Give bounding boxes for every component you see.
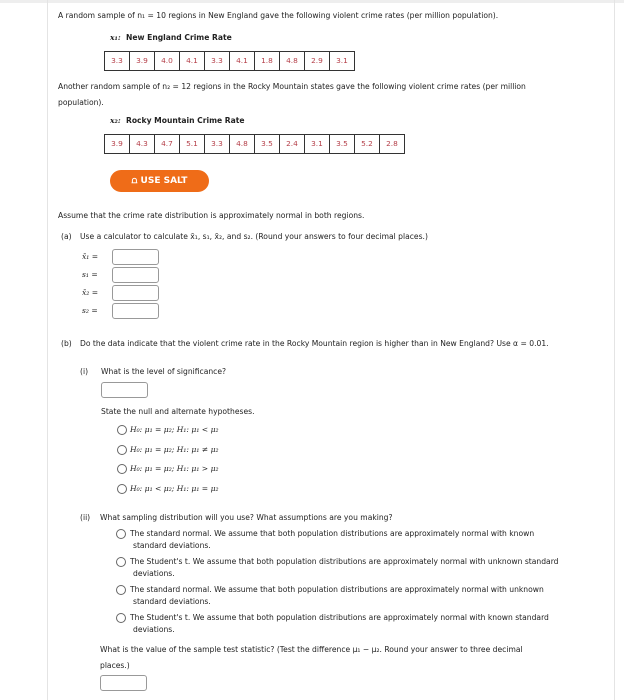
part-a-label: (a) bbox=[61, 232, 72, 241]
top-border bbox=[0, 0, 624, 3]
hypothesis-option-label: H₀: μ₁ = μ₂; H₁: μ₁ > μ₂ bbox=[130, 464, 219, 473]
distribution-option-line1: The Student's t. We assume that both population distributions are approximately normal with known standard bbox=[130, 613, 549, 622]
hypothesis-option-label: H₀: μ₁ < μ₂; H₁: μ₁ = μ₂ bbox=[130, 484, 219, 493]
table-cell: 4.1 bbox=[180, 52, 205, 70]
s1-input[interactable] bbox=[112, 267, 159, 283]
s2-label: s₂ = bbox=[82, 306, 98, 315]
table2-var: x₂: bbox=[110, 116, 121, 125]
table1-label: New England Crime Rate bbox=[125, 33, 232, 42]
table1-var: x₁: bbox=[110, 33, 121, 42]
part-a-text: Use a calculator to calculate x̄₁, s₁, x̄₂, and s₂. (Round your answers to four decimal places.) bbox=[80, 232, 428, 241]
test-statistic-input[interactable] bbox=[100, 675, 147, 691]
use-salt-label: USE SALT bbox=[140, 176, 188, 186]
xbar1-input[interactable] bbox=[112, 249, 159, 265]
hypothesis-radio[interactable] bbox=[117, 445, 127, 455]
part-i-text: What is the level of significance? bbox=[101, 367, 227, 376]
test-statistic-prompt-2: places.) bbox=[100, 661, 130, 670]
table-cell: 4.1 bbox=[230, 52, 255, 70]
table-cell: 2.4 bbox=[280, 135, 305, 153]
distribution-option-line2: standard deviations. bbox=[133, 541, 211, 550]
hypothesis-option-label: H₀: μ₁ = μ₂; H₁: μ₁ ≠ μ₂ bbox=[130, 445, 219, 454]
table-cell: 4.8 bbox=[230, 135, 255, 153]
table-cell: 3.1 bbox=[336, 56, 348, 65]
table1-title bbox=[110, 33, 232, 42]
table-cell: 4.8 bbox=[280, 52, 305, 70]
table-cell: 3.9 bbox=[105, 135, 130, 153]
table-cell: 4.0 bbox=[155, 52, 180, 70]
table2-title bbox=[110, 116, 245, 125]
hypothesis-option-label: H₀: μ₁ = μ₂; H₁: μ₁ < μ₂ bbox=[130, 425, 219, 434]
table-cell: 3.3 bbox=[205, 135, 230, 153]
significance-input[interactable] bbox=[101, 382, 148, 398]
table2-label: Rocky Mountain Crime Rate bbox=[125, 116, 245, 125]
salt-icon: ⩍ bbox=[131, 176, 141, 186]
table-cell: 3.1 bbox=[305, 135, 330, 153]
part-ii-label: (ii) bbox=[80, 513, 91, 522]
table-cell: 3.3 bbox=[105, 52, 130, 70]
hypothesis-radio[interactable] bbox=[117, 484, 127, 494]
intro-text-1: A random sample of n₁ = 10 regions in New England gave the following violent crime rates (per million population). bbox=[58, 11, 499, 20]
table-cell: 3.5 bbox=[255, 135, 280, 153]
intro-text-2: Another random sample of n₂ = 12 regions in the Rocky Mountain states gave the following violent crime rates (per million bbox=[58, 82, 526, 91]
assume-text: Assume that the crime rate distribution is approximately normal in both regions. bbox=[58, 211, 365, 220]
part-ii-text: What sampling distribution will you use? What assumptions are you making? bbox=[100, 513, 393, 522]
distribution-option-line2: standard deviations. bbox=[133, 597, 211, 606]
distribution-radio[interactable] bbox=[116, 613, 126, 623]
part-b-label: (b) bbox=[61, 339, 72, 348]
table-cell: 2.9 bbox=[305, 52, 330, 70]
use-salt-button[interactable] bbox=[110, 170, 209, 192]
s1-label: s₁ = bbox=[82, 270, 98, 279]
table-cell: 4.3 bbox=[130, 135, 155, 153]
table-cell: 3.9 bbox=[130, 52, 155, 70]
table-cell: 4.7 bbox=[155, 135, 180, 153]
new-england-table bbox=[104, 51, 355, 71]
table-cell: 2.8 bbox=[386, 139, 398, 148]
table-cell: 3.3 bbox=[205, 52, 230, 70]
left-border bbox=[47, 0, 48, 700]
hypotheses-prompt: State the null and alternate hypotheses. bbox=[101, 407, 255, 416]
distribution-radio[interactable] bbox=[116, 585, 126, 595]
distribution-option-line1: The standard normal. We assume that both population distributions are approximately normal with known bbox=[130, 529, 535, 538]
intro-text-2b: population). bbox=[58, 98, 104, 107]
distribution-radio[interactable] bbox=[116, 529, 126, 539]
distribution-option-line2: deviations. bbox=[133, 569, 175, 578]
s2-input[interactable] bbox=[112, 303, 159, 319]
table-cell: 5.2 bbox=[355, 135, 380, 153]
hypothesis-radio[interactable] bbox=[117, 464, 127, 474]
xbar2-input[interactable] bbox=[112, 285, 159, 301]
part-b-text: Do the data indicate that the violent crime rate in the Rocky Mountain region is higher than in New England? Use α = 0.01. bbox=[80, 339, 549, 348]
distribution-option-line1: The Student's t. We assume that both population distributions are approximately normal with unknown standard bbox=[130, 557, 559, 566]
right-border bbox=[614, 0, 615, 700]
xbar1-label: x̄₁ = bbox=[82, 252, 99, 261]
table-cell: 5.1 bbox=[180, 135, 205, 153]
distribution-option-line2: deviations. bbox=[133, 625, 175, 634]
table-cell: 1.8 bbox=[255, 52, 280, 70]
test-statistic-prompt: What is the value of the sample test statistic? (Test the difference μ₁ − μ₂. Round your answer to three decimal bbox=[100, 645, 523, 654]
part-i-label: (i) bbox=[80, 367, 89, 376]
table-cell: 3.5 bbox=[330, 135, 355, 153]
hypothesis-radio[interactable] bbox=[117, 425, 127, 435]
rocky-mountain-table bbox=[104, 134, 405, 154]
xbar2-label: x̄₂ = bbox=[82, 288, 99, 297]
distribution-option-line1: The standard normal. We assume that both population distributions are approximately normal with unknown bbox=[130, 585, 544, 594]
distribution-radio[interactable] bbox=[116, 557, 126, 567]
